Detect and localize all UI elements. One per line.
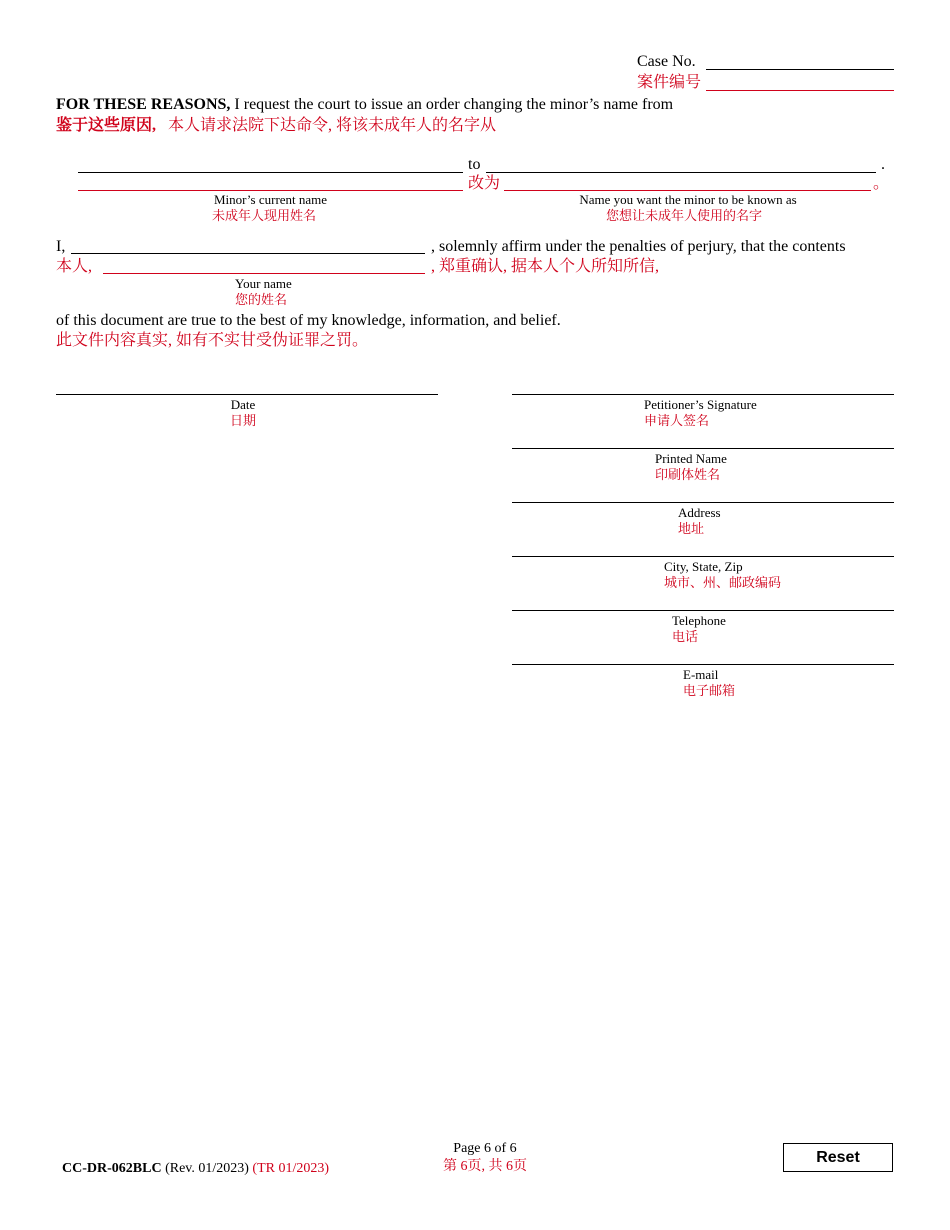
address-caption: Address [678,505,721,520]
form-tr: (TR 01/2023) [248,1161,330,1176]
minor-current-name-input[interactable] [78,154,463,172]
page-number: Page 6 of 6 [453,1141,517,1156]
current-name-caption: Minor’s current name [213,192,328,207]
new-name-caption: Name you want the minor to be known as [579,192,797,207]
form-id: CC-DR-062BLC [62,1161,162,1176]
reasons-bold-zh: 鉴于这些原因, [56,117,157,134]
printed-name-input[interactable] [512,430,894,448]
petitioner-signature-input[interactable] [512,376,894,394]
address-input[interactable] [512,484,894,502]
your-name-caption-zh: 您的姓名 [235,292,288,307]
printed-name-caption-zh: 印刷体姓名 [655,467,721,482]
your-name-input[interactable] [71,235,425,253]
city-state-zip-line [512,556,894,557]
address-caption-zh: 地址 [678,521,705,536]
your-name-caption: Your name [235,276,292,291]
period-zh: 。 [873,175,890,192]
address-line [512,502,894,503]
affirm-text: , solemnly affirm under the penalties of perjury, that the contents [431,238,846,255]
printed-name-line [512,448,894,449]
minor-current-name-line [78,172,463,173]
minor-current-name-line-zh [78,190,463,191]
email-caption-zh: 电子邮箱 [683,683,736,698]
case-no-line-zh [706,90,894,91]
case-no-label-zh: 案件编号 [637,74,702,91]
email-input[interactable] [512,646,894,664]
telephone-caption-zh: 电话 [672,629,699,644]
case-no-line [706,69,894,70]
minor-new-name-line-zh [504,190,871,191]
date-caption: Date [230,397,256,412]
date-input[interactable] [56,376,438,394]
petitioner-signature-caption: Petitioner’s Signature [644,397,757,412]
telephone-input[interactable] [512,592,894,610]
form-id-line [62,1161,329,1177]
your-name-line-zh [103,273,425,274]
affirm-continuation: of this document are true to the best of my knowledge, information, and belief. [56,312,561,329]
affirm-continuation-zh: 此文件内容真实, 如有不实甘受伪证罪之罚。 [56,332,369,349]
case-no-input[interactable] [706,51,894,69]
telephone-line [512,610,894,611]
page-number-zh: 第 6页, 共 6页 [443,1159,527,1174]
period: . [881,156,885,173]
new-name-caption-zh: 您想让未成年人使用的名字 [605,208,762,223]
case-no-label: Case No. [637,53,696,70]
to-label-zh: 改为 [468,175,501,192]
to-label: to [468,156,481,173]
reset-button[interactable]: Reset [783,1143,893,1172]
reasons-bold: FOR THESE REASONS, [56,96,231,113]
date-line [56,394,438,395]
affirm-text-zh: , 郑重确认, 据本人个人所知所信, [431,258,660,275]
email-line [512,664,894,665]
petitioner-signature-line [512,394,894,395]
reasons-rest: I request the court to issue an order changing the minor’s name from [230,96,674,113]
printed-name-caption: Printed Name [655,451,727,466]
reasons-rest-zh: 本人请求法院下达命令, 将该未成年人的名字从 [168,117,497,134]
reasons-sentence-zh [56,116,496,135]
date-caption-zh: 日期 [229,413,256,428]
form-rev: (Rev. 01/2023) [161,1161,249,1176]
your-name-line [71,253,425,254]
email-caption: E-mail [683,667,719,682]
city-state-zip-input[interactable] [512,538,894,556]
minor-new-name-line [486,172,876,173]
reasons-sentence [56,95,673,114]
minor-new-name-input[interactable] [486,154,876,172]
current-name-caption-zh: 未成年人现用姓名 [211,208,316,223]
petitioner-signature-caption-zh: 申请人签名 [644,413,710,428]
city-state-zip-caption-zh: 城市、州、邮政编码 [664,575,782,590]
city-state-zip-caption: City, State, Zip [664,559,743,574]
telephone-caption: Telephone [672,613,726,628]
affirm-i-zh: 本人, [56,258,93,275]
affirm-i: I, [56,238,66,255]
